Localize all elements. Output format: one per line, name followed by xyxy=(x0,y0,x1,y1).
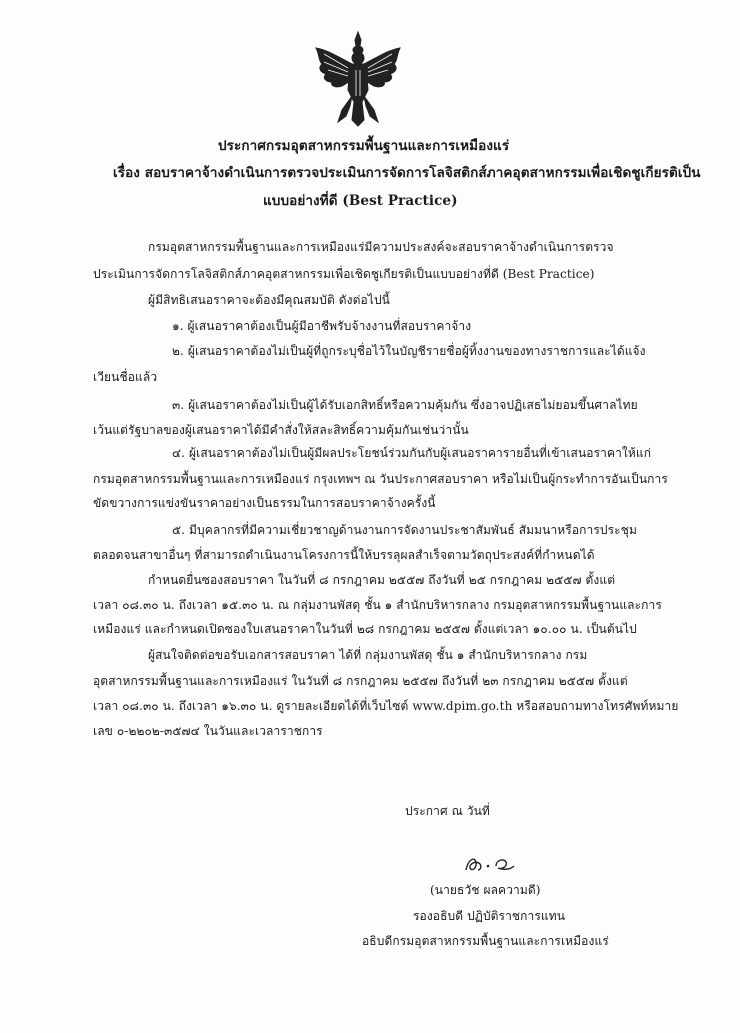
submission-line-1: กำหนดยื่นซองสอบราคา ในวันที่ ๘ กรกฎาคม ๒๕๕๗ ถึงวันที่ ๒๕ กรกฎาคม ๒๕๕๗ ตั้งแต่ xyxy=(148,573,616,587)
title-line-2: เรื่อง สอบราคาจ้างดำเนินการตรวจประเมินการจัดการโลจิสติกส์ภาคอุตสาหกรรมเพื่อเชิดชูเกียรติเป็น xyxy=(113,165,701,181)
submission-line-2: เวลา ๐๘.๓๐ น. ถึงเวลา ๑๕.๓๐ น. ณ กลุ่มงานพัสดุ ชั้น ๑ สำนักบริหารกลาง กรมอุตสาหกรรมพื้นฐานและการ xyxy=(93,598,662,612)
signature-icon xyxy=(462,850,522,876)
title-line-1: ประกาศกรมอุตสาหกรรมพื้นฐานและการเหมืองแร่ xyxy=(218,138,510,154)
submission-line-3: เหมืองแร่ และกำหนดเปิดซองใบเสนอราคาในวันที่ ๒๘ กรกฎาคม ๒๕๕๗ ตั้งแต่เวลา ๑๐.๐๐ น. เป็นต้นไป xyxy=(93,622,637,636)
signatory-name: (นายธวัช ผลความดี) xyxy=(430,883,541,897)
documents-line-2: อุตสาหกรรมพื้นฐานและการเหมืองแร่ ในวันที่ ๘ กรกฎาคม ๒๕๕๗ ถึงวันที่ ๒๓ กรกฎาคม ๒๕๕๗ ตั้งแต่ xyxy=(93,674,628,688)
qualification-item-5-line-2: ตลอดจนสาขาอื่นๆ ที่สามารถดำเนินงานโครงการนี้ให้บรรลุผลสำเร็จตามวัตถุประสงค์ที่กำหนดได้ xyxy=(93,548,595,562)
signatory-organization: อธิบดีกรมอุตสาหกรรมพื้นฐานและการเหมืองแร่ xyxy=(362,934,609,948)
qualification-item-4-line-1: ๔. ผู้เสนอราคาต้องไม่เป็นผู้มีผลประโยชน์ร่วมกันกับผู้เสนอราคารายอื่นที่เข้าเสนอราคาให้แก่ xyxy=(172,446,652,460)
qualification-item-4-line-2: กรมอุตสาหกรรมพื้นฐานและการเหมืองแร่ กรุงเทพฯ ณ วันประกาศสอบราคา หรือไม่เป็นผู้กระทำการอันเป็นการ xyxy=(93,472,668,486)
documents-line-3: เวลา ๐๘.๓๐ น. ถึงเวลา ๑๖.๓๐ น. ดูรายละเอียดได้ที่เว็บไซต์ www.dpim.go.th หรือสอบถามทางโทรศัพท์หมาย xyxy=(93,699,679,713)
qualifications-heading: ผู้มีสิทธิเสนอราคาจะต้องมีคุณสมบัติ ดังต่อไปนี้ xyxy=(148,293,390,307)
qualification-item-3-line-1: ๓. ผู้เสนอราคาต้องไม่เป็นผู้ได้รับเอกสิทธิ์หรือความคุ้มกัน ซึ่งอาจปฏิเสธไม่ยอมขึ้นศาลไทย xyxy=(172,398,638,412)
qualification-item-1: ๑. ผู้เสนอราคาต้องเป็นผู้มีอาชีพรับจ้างงานที่สอบราคาจ้าง xyxy=(172,319,472,333)
signatory-role: รองอธิบดี ปฏิบัติราชการแทน xyxy=(413,909,566,923)
announcement-date: ประกาศ ณ วันที่ xyxy=(405,804,490,818)
intro-line-2: ประเมินการจัดการโลจิสติกส์ภาคอุตสาหกรรมเพื่อเชิดชูเกียรติเป็นแบบอย่างที่ดี (Best Practice) xyxy=(93,267,595,281)
qualification-item-3-line-2: เว้นแต่รัฐบาลของผู้เสนอราคาได้มีคำสั่งให้สละสิทธิ์ความคุ้มกันเช่นว่านั้น xyxy=(93,423,469,437)
documents-line-1: ผู้สนใจติดต่อขอรับเอกสารสอบราคา ได้ที่ กลุ่มงานพัสดุ ชั้น ๑ สำนักบริหารกลาง กรม xyxy=(148,648,588,662)
intro-line-1: กรมอุตสาหกรรมพื้นฐานและการเหมืองแร่มีความประสงค์จะสอบราคาจ้างดำเนินการตรวจ xyxy=(148,240,614,254)
qualification-item-2-line-2: เวียนชื่อแล้ว xyxy=(93,370,158,384)
title-line-3: แบบอย่างที่ดี (Best Practice) xyxy=(263,193,458,209)
qualification-item-4-line-3: ขัดขวางการแข่งขันราคาอย่างเป็นธรรมในการสอบราคาจ้างครั้งนี้ xyxy=(93,496,436,510)
qualification-item-2-line-1: ๒. ผู้เสนอราคาต้องไม่เป็นผู้ที่ถูกระบุชื่อไว้ในบัญชีรายชื่อผู้ทิ้งงานของทางราชการและได้แจ้ง xyxy=(172,344,646,358)
qualification-item-5-line-1: ๕. มีบุคลากรที่มีความเชี่ยวชาญด้านงานการจัดงานประชาสัมพันธ์ สัมมนาหรือการประชุม xyxy=(172,523,637,537)
documents-line-4: เลข ๐-๒๒๐๒-๓๕๗๔ ในวันและเวลาราชการ xyxy=(93,724,323,738)
garuda-emblem-icon xyxy=(312,30,404,128)
